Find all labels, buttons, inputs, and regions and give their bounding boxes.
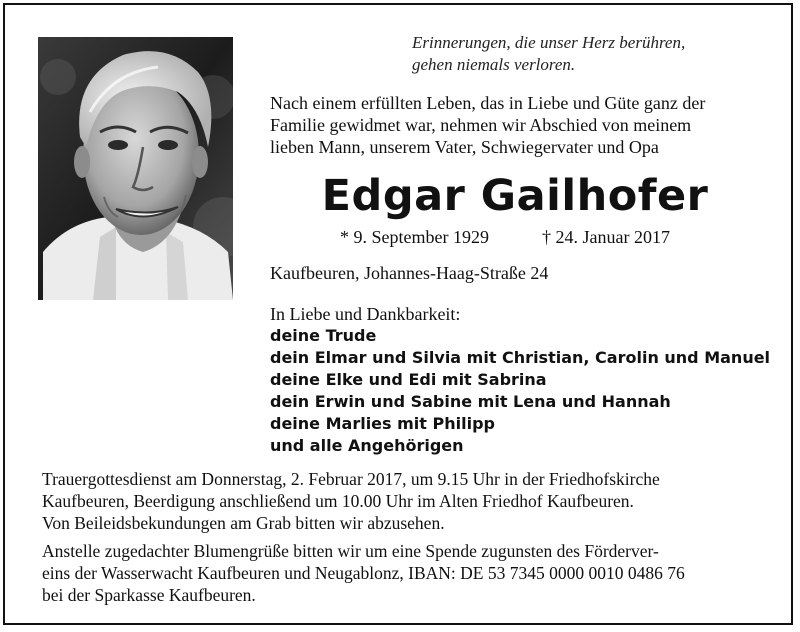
address: Kaufbeuren, Johannes-Haag-Straße 24	[270, 263, 549, 283]
service-line: Von Beileidsbekundungen am Grab bitten wir abzusehen.	[42, 513, 445, 533]
portrait-photo	[38, 37, 233, 300]
donation-info	[42, 540, 685, 606]
family-member: dein Erwin und Sabine mit Lena und Hannah	[270, 392, 671, 411]
family-member: deine Elke und Edi mit Sabrina	[270, 370, 547, 389]
intro-line: lieben Mann, unserem Vater, Schwiegervater und Opa	[270, 137, 659, 157]
family-member: deine Marlies mit Philipp	[270, 414, 495, 433]
donation-line: Anstelle zugedachter Blumengrüße bitten wir um eine Spende zugunsten des Förderver-	[42, 541, 659, 561]
family-heading: In Liebe und Dankbarkeit:	[270, 304, 461, 324]
intro-line: Familie gewidmet war, nehmen wir Abschied von meinem	[270, 115, 692, 135]
intro-text	[270, 92, 705, 158]
intro-line: Nach einem erfüllten Leben, das in Liebe und Güte ganz der	[270, 93, 706, 113]
memorial-quote	[412, 32, 685, 76]
family-member: deine Trude	[270, 326, 377, 345]
quote-line: gehen niemals verloren.	[412, 55, 576, 74]
service-line: Kaufbeuren, Beerdigung anschließend um 10.00 Uhr im Alten Friedhof Kaufbeuren.	[42, 491, 634, 511]
birth-date: * 9. September 1929	[340, 227, 489, 247]
donation-line: bei der Sparkasse Kaufbeuren.	[42, 585, 256, 605]
service-line: Trauergottesdienst am Donnerstag, 2. Februar 2017, um 9.15 Uhr in der Friedhofskirche	[42, 469, 660, 489]
deceased-name: Edgar Gailhofer	[321, 171, 709, 221]
donation-line: eins der Wasserwacht Kaufbeuren und Neugablonz, IBAN: DE 53 7345 0000 0010 0486 76	[42, 563, 685, 583]
family-member: dein Elmar und Silvia mit Christian, Carolin und Manuel	[270, 348, 771, 367]
service-info	[42, 468, 660, 534]
quote-line: Erinnerungen, die unser Herz berühren,	[412, 33, 686, 52]
family-member: und alle Angehörigen	[270, 436, 464, 455]
family-list	[270, 303, 770, 457]
death-date: † 24. Januar 2017	[542, 227, 670, 247]
